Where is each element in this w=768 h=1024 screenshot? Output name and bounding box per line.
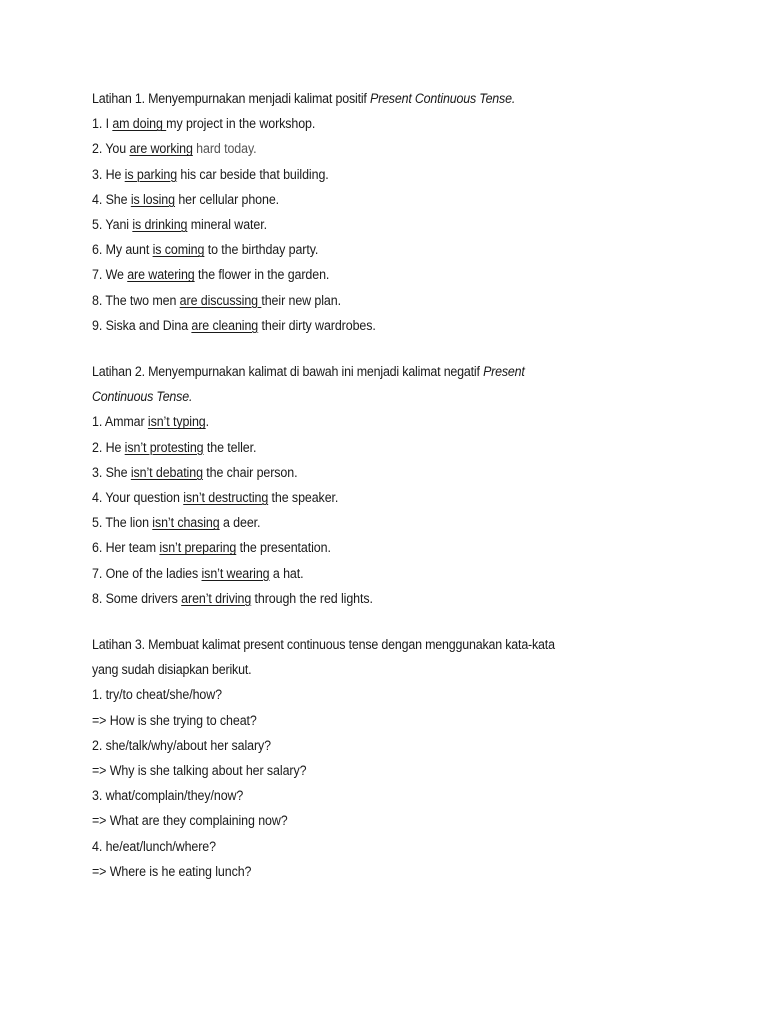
list-item: => What are they complaining now? <box>92 813 288 829</box>
item-prefix: 1. I <box>92 116 113 132</box>
item-answer: isn’t debating <box>130 464 203 480</box>
document-page <box>92 86 712 884</box>
item-suffix: the speaker. <box>268 490 339 506</box>
item-suffix: a hat. <box>269 565 304 581</box>
item-prefix: 5. The lion <box>92 515 153 531</box>
exercise-3-heading: Latihan 3. Membuat kalimat present continuous tense dengan menggunakan kata-kata <box>92 637 555 653</box>
list-item: 4. he/eat/lunch/where? <box>92 838 216 854</box>
exercise-2-heading-italic: Present <box>483 364 525 380</box>
exercise-3-items <box>92 682 712 884</box>
item-prefix: 2. You <box>92 141 130 157</box>
item-suffix: the chair person. <box>202 464 298 480</box>
item-suffix: my project in the workshop. <box>166 116 316 132</box>
list-item <box>92 288 669 313</box>
item-answer: am doing <box>112 116 167 132</box>
list-item: 2. she/talk/why/about her salary? <box>92 737 271 753</box>
item-answer: is losing <box>130 191 175 207</box>
item-suffix: the teller. <box>203 439 257 455</box>
item-answer: aren’t driving <box>181 590 252 606</box>
item-suffix: . <box>205 414 210 430</box>
item-answer: are watering <box>127 267 195 283</box>
list-item <box>92 586 669 611</box>
item-answer: isn’t protesting <box>124 439 204 455</box>
exercise-1 <box>92 86 712 338</box>
item-prefix: 4. She <box>92 191 131 207</box>
item-suffix: the flower in the garden. <box>194 267 330 283</box>
item-answer: are cleaning <box>191 317 259 333</box>
item-prefix: 6. Her team <box>92 540 160 556</box>
item-suffix: to the birthday party. <box>204 242 319 258</box>
item-answer: is coming <box>152 242 205 258</box>
list-item <box>92 212 669 237</box>
list-item: => Why is she talking about her salary? <box>92 763 307 779</box>
exercise-2-heading-line2 <box>92 384 669 409</box>
item-answer: isn’t chasing <box>152 515 220 531</box>
list-item <box>92 237 669 262</box>
exercise-2-heading-text: Latihan 2. Menyempurnakan kalimat di bawah ini menjadi kalimat negatif <box>92 364 484 380</box>
item-suffix: through the red lights. <box>251 590 373 606</box>
list-item <box>92 460 669 485</box>
item-prefix: 4. Your question <box>92 490 184 506</box>
list-item: => How is she trying to cheat? <box>92 712 257 728</box>
item-answer: isn’t typing <box>147 414 206 430</box>
item-suffix: the presentation. <box>236 540 331 556</box>
item-suffix: mineral water. <box>187 217 267 233</box>
item-suffix: her cellular phone. <box>174 191 280 207</box>
exercise-2-heading <box>92 359 669 384</box>
list-item: 3. what/complain/they/now? <box>92 788 244 804</box>
item-answer: are working <box>129 141 193 157</box>
item-prefix: 3. She <box>92 464 131 480</box>
item-prefix: 5. Yani <box>92 217 133 233</box>
item-answer: isn’t preparing <box>159 540 237 556</box>
exercise-3 <box>92 632 712 884</box>
item-suffix: hard today. <box>192 141 257 157</box>
list-item <box>92 561 669 586</box>
item-answer: isn’t wearing <box>201 565 270 581</box>
list-item <box>92 485 669 510</box>
exercise-2 <box>92 359 712 611</box>
item-suffix: their new plan. <box>261 292 341 308</box>
list-item <box>92 111 669 136</box>
item-prefix: 8. The two men <box>92 292 180 308</box>
exercise-2-items <box>92 409 712 611</box>
exercise-1-heading <box>92 86 669 111</box>
item-prefix: 7. One of the ladies <box>92 565 202 581</box>
list-item <box>92 136 669 161</box>
list-item: => Where is he eating lunch? <box>92 863 252 879</box>
list-item <box>92 187 669 212</box>
exercise-1-heading-text: Latihan 1. Menyempurnakan menjadi kalimat positif <box>92 91 370 106</box>
item-answer: is drinking <box>132 217 188 233</box>
list-item: 1. try/to cheat/she/how? <box>92 687 222 703</box>
list-item <box>92 510 669 535</box>
item-answer: is parking <box>124 166 178 182</box>
item-answer: isn’t destructing <box>183 490 269 506</box>
item-suffix: their dirty wardrobes. <box>258 317 376 333</box>
list-item <box>92 535 669 560</box>
list-item <box>92 435 669 460</box>
list-item <box>92 162 669 187</box>
item-answer: are discussing <box>179 292 262 308</box>
exercise-1-heading-italic: Present Continuous Tense. <box>369 91 516 106</box>
exercise-3-heading-line2: yang sudah disiapkan berikut. <box>92 662 252 678</box>
exercise-1-items <box>92 111 712 338</box>
item-prefix: 6. My aunt <box>92 242 153 258</box>
item-prefix: 3. He <box>92 166 125 182</box>
item-suffix: a deer. <box>219 515 261 531</box>
item-prefix: 8. Some drivers <box>92 590 182 606</box>
item-suffix: his car beside that building. <box>177 166 329 182</box>
list-item <box>92 313 669 338</box>
list-item <box>92 409 669 434</box>
exercise-2-heading-line2-italic: Continuous Tense. <box>92 389 193 405</box>
list-item <box>92 262 669 287</box>
item-prefix: 7. We <box>92 267 128 283</box>
item-prefix: 9. Siska and Dina <box>92 317 192 333</box>
item-prefix: 1. Ammar <box>92 414 148 430</box>
item-prefix: 2. He <box>92 439 125 455</box>
